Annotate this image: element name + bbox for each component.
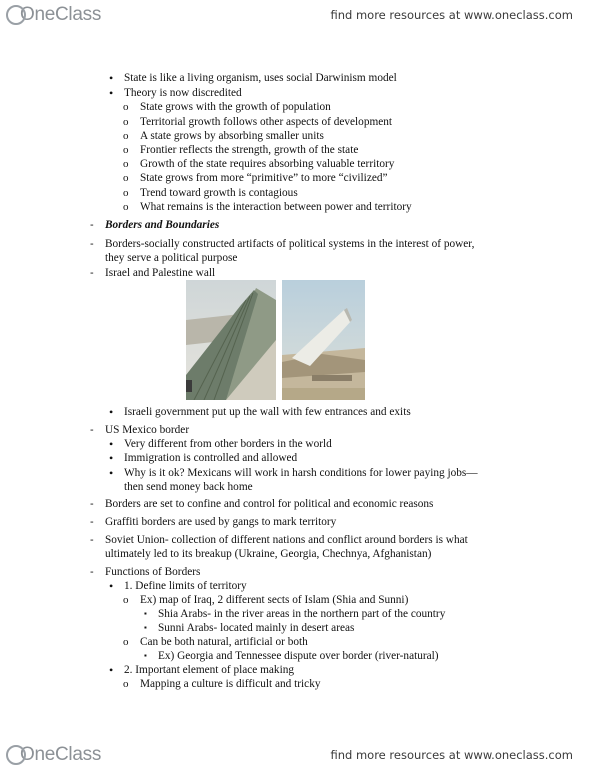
dash-bullet-icon: -	[90, 498, 94, 510]
wall-photo-left	[186, 280, 276, 400]
wall-photo-right-image	[282, 280, 365, 400]
text-line: Functions of Borders	[105, 566, 201, 578]
oneclass-logo-icon	[6, 5, 26, 25]
bullet-icon: •	[109, 437, 114, 451]
text-line: A state grows by absorbing smaller units	[140, 130, 324, 142]
header-tagline[interactable]: find more resources at www.oneclass.com	[330, 8, 573, 22]
text-line: 2. Important element of place making	[124, 664, 295, 676]
text-line: Ex) map of Iraq, 2 different sects of Islam (Shia and Sunni)	[140, 594, 409, 606]
text-line: Ex) Georgia and Tennessee dispute over border (river-natural)	[158, 650, 439, 662]
bullet-icon: •	[109, 663, 114, 677]
text-line: US Mexico border	[105, 424, 190, 436]
text-line: they serve a political purpose	[105, 252, 238, 264]
text-line: What remains is the interaction between power and territory	[140, 201, 412, 213]
text-line: State grows from more “primitive” to more “civilized”	[140, 172, 388, 184]
text-line: Trend toward growth is contagious	[140, 187, 298, 199]
text-line: Graffiti borders are used by gangs to mark territory	[105, 516, 337, 528]
section-heading: Borders and Boundaries	[105, 219, 220, 231]
text-line: Israel and Palestine wall	[105, 267, 216, 279]
text-line: ultimately led to its breakup (Ukraine, Georgia, Chechnya, Afghanistan)	[105, 548, 432, 560]
text-line: State grows with the growth of population	[140, 101, 331, 113]
oneclass-logo-icon	[6, 745, 26, 765]
footer-tagline[interactable]: find more resources at www.oneclass.com	[330, 748, 573, 762]
text-line: Borders-socially constructed artifacts of political systems in the interest of power,	[105, 238, 475, 250]
text-line: Israeli government put up the wall with few entrances and exits	[124, 406, 411, 418]
logo-text: OneClass	[20, 744, 102, 765]
bullet-icon: •	[109, 466, 114, 480]
dash-bullet-icon: -	[90, 516, 94, 528]
circle-bullet-icon: o	[123, 678, 129, 690]
page-header	[0, 0, 595, 30]
dash-bullet-icon: -	[90, 424, 94, 436]
text-line: State is like a living organism, uses social Darwinism model	[124, 72, 397, 84]
bullet-icon: •	[109, 579, 114, 593]
circle-bullet-icon: o	[123, 594, 129, 606]
text-line: Frontier reflects the strength, growth of the state	[140, 144, 359, 156]
bullet-icon: •	[109, 451, 114, 465]
circle-bullet-icon: o	[123, 201, 129, 213]
bullet-icon: •	[109, 86, 114, 100]
text-line: Why is it ok? Mexicans will work in harsh conditions for lower paying jobs—	[124, 467, 478, 479]
wall-photo-left-image	[186, 280, 276, 400]
dash-bullet-icon: -	[90, 238, 94, 250]
text-line: Soviet Union- collection of different nations and conflict around borders is what	[105, 534, 468, 546]
circle-bullet-icon: o	[123, 158, 129, 170]
page-footer	[0, 740, 595, 770]
text-line: Immigration is controlled and allowed	[124, 452, 298, 464]
square-bullet-icon: ▪	[144, 651, 147, 660]
bullet-icon: •	[109, 71, 114, 85]
text-line: Mapping a culture is difficult and tricky	[140, 678, 321, 690]
text-line: Territorial growth follows other aspects of development	[140, 116, 393, 128]
circle-bullet-icon: o	[123, 172, 129, 184]
text-line: Growth of the state requires absorbing valuable territory	[140, 158, 395, 170]
circle-bullet-icon: o	[123, 101, 129, 113]
circle-bullet-icon: o	[123, 636, 129, 648]
text-line: Shia Arabs- in the river areas in the northern part of the country	[158, 608, 446, 620]
text-line: Very different from other borders in the world	[124, 438, 332, 450]
circle-bullet-icon: o	[123, 116, 129, 128]
circle-bullet-icon: o	[123, 187, 129, 199]
text-line: Borders are set to confine and control for political and economic reasons	[105, 498, 434, 510]
circle-bullet-icon: o	[123, 144, 129, 156]
text-line: Sunni Arabs- located mainly in desert areas	[158, 622, 355, 634]
dash-bullet-icon: -	[90, 267, 94, 279]
bullet-icon: •	[109, 405, 114, 419]
text-line: then send money back home	[124, 481, 253, 493]
wall-photo-right	[282, 280, 365, 400]
circle-bullet-icon: o	[123, 130, 129, 142]
dash-bullet-icon: -	[90, 534, 94, 546]
text-line: 1. Define limits of territory	[124, 580, 247, 592]
square-bullet-icon: ▪	[144, 623, 147, 632]
oneclass-logo[interactable]	[6, 4, 101, 26]
oneclass-logo[interactable]	[6, 744, 101, 766]
logo-text: OneClass	[20, 4, 102, 25]
text-line: Can be both natural, artificial or both	[140, 636, 308, 648]
dash-bullet-icon: -	[90, 566, 94, 578]
dash-bullet-icon: -	[90, 219, 94, 231]
square-bullet-icon: ▪	[144, 609, 147, 618]
text-line: Theory is now discredited	[124, 87, 242, 99]
